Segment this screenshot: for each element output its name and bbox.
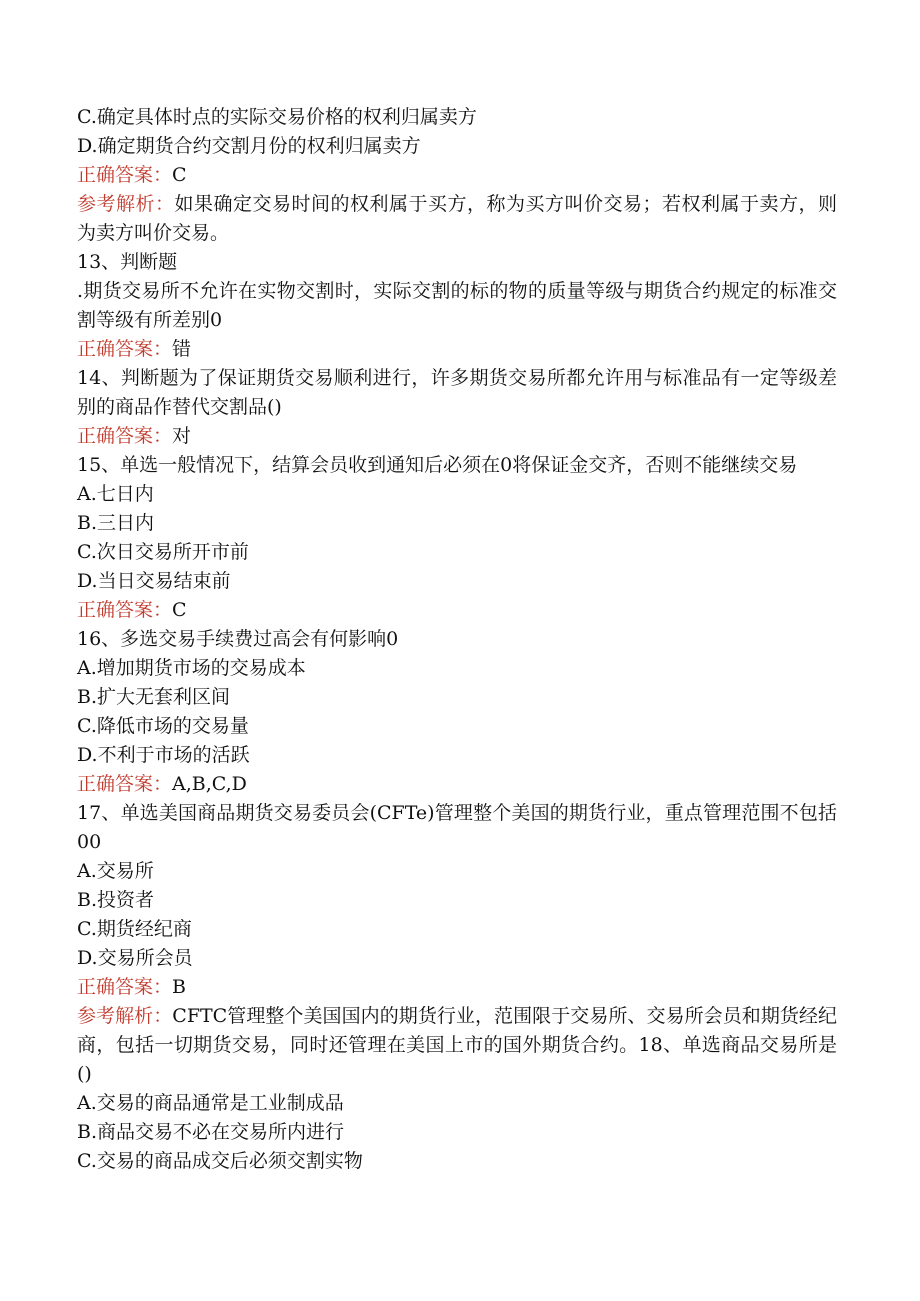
q15-option-b: B.三日内 [77,512,155,534]
answer-label: 正确答案： [77,338,173,360]
q12-analysis-line [77,190,837,248]
q17-option-d: D.交易所会员 [77,947,193,969]
q13-text: .期货交易所不允许在实物交割时，实际交割的标的物的质量等级与期货合约规定的标准交割等级有所差别0 [77,280,837,331]
q12-answer-line [77,161,837,190]
q13-answer: 错 [172,338,192,360]
answer-label: 正确答案： [77,976,173,998]
q15-option-a: A.七日内 [77,483,154,505]
q12-option-d: D.确定期货合约交割月份的权利归属卖方 [77,135,421,157]
answer-label: 正确答案： [77,773,173,795]
q15-option-d: D.当日交易结束前 [77,570,231,592]
q12-option-c: C.确定具体时点的实际交易价格的权利归属卖方 [77,106,477,128]
q17-answer-line [77,973,837,1002]
analysis-label: 参考解析： [77,1005,173,1027]
q15-text: 15、单选一般情况下，结算会员收到通知后必须在0将保证金交齐，否则不能继续交易 [77,454,798,476]
q16-answer: A,B,C,D [172,773,247,795]
analysis-label: 参考解析： [77,193,175,215]
q15-option-c: C.次日交易所开市前 [77,541,249,563]
q16-text: 16、多选交易手续费过高会有何影响0 [77,628,399,650]
q15-answer-line [77,596,837,625]
q15-answer: C [172,599,187,621]
answer-label: 正确答案： [77,425,173,447]
q14-text: 14、判断题为了保证期货交易顺利进行，许多期货交易所都允许用与标准品有一定等级差别的商品作替代交割品() [77,367,837,418]
q14-answer-line [77,422,837,451]
answer-label: 正确答案： [77,164,173,186]
q18-option-b: B.商品交易不必在交易所内进行 [77,1121,345,1143]
q16-option-d: D.不利于市场的活跃 [77,744,250,766]
q12-analysis: 如果确定交易时间的权利属于买方，称为买方叫价交易；若权利属于卖方，则为卖方叫价交易。 [77,193,837,244]
q17-option-b: B.投资者 [77,889,155,911]
q14-answer: 对 [172,425,192,447]
q18-option-c: C.交易的商品成交后必须交割实物 [77,1150,363,1172]
q16-option-a: A.增加期货市场的交易成本 [77,657,306,679]
q16-option-c: C.降低市场的交易量 [77,715,249,737]
q12-answer: C [172,164,187,186]
q17-analysis-line [77,1002,837,1089]
q18-option-a: A.交易的商品通常是工业制成品 [77,1092,344,1114]
q17-option-a: A.交易所 [77,860,154,882]
q13-header: 13、判断题 [77,251,178,273]
q17-option-c: C.期货经纪商 [77,918,192,940]
document-page [77,103,837,1176]
q17-text: 17、单选美国商品期货交易委员会(CFTe)管理整个美国的期货行业，重点管理范围不包括00 [77,802,837,853]
q16-option-b: B.扩大无套利区间 [77,686,231,708]
q17-answer: B [172,976,186,998]
q13-answer-line [77,335,837,364]
q17-analysis: CFTC管理整个美国国内的期货行业，范围限于交易所、交易所会员和期货经纪商，包括一切期货交易，同时还管理在美国上市的国外期货合约。18、单选商品交易所是() [77,1005,837,1085]
q16-answer-line [77,770,837,799]
answer-label: 正确答案： [77,599,173,621]
